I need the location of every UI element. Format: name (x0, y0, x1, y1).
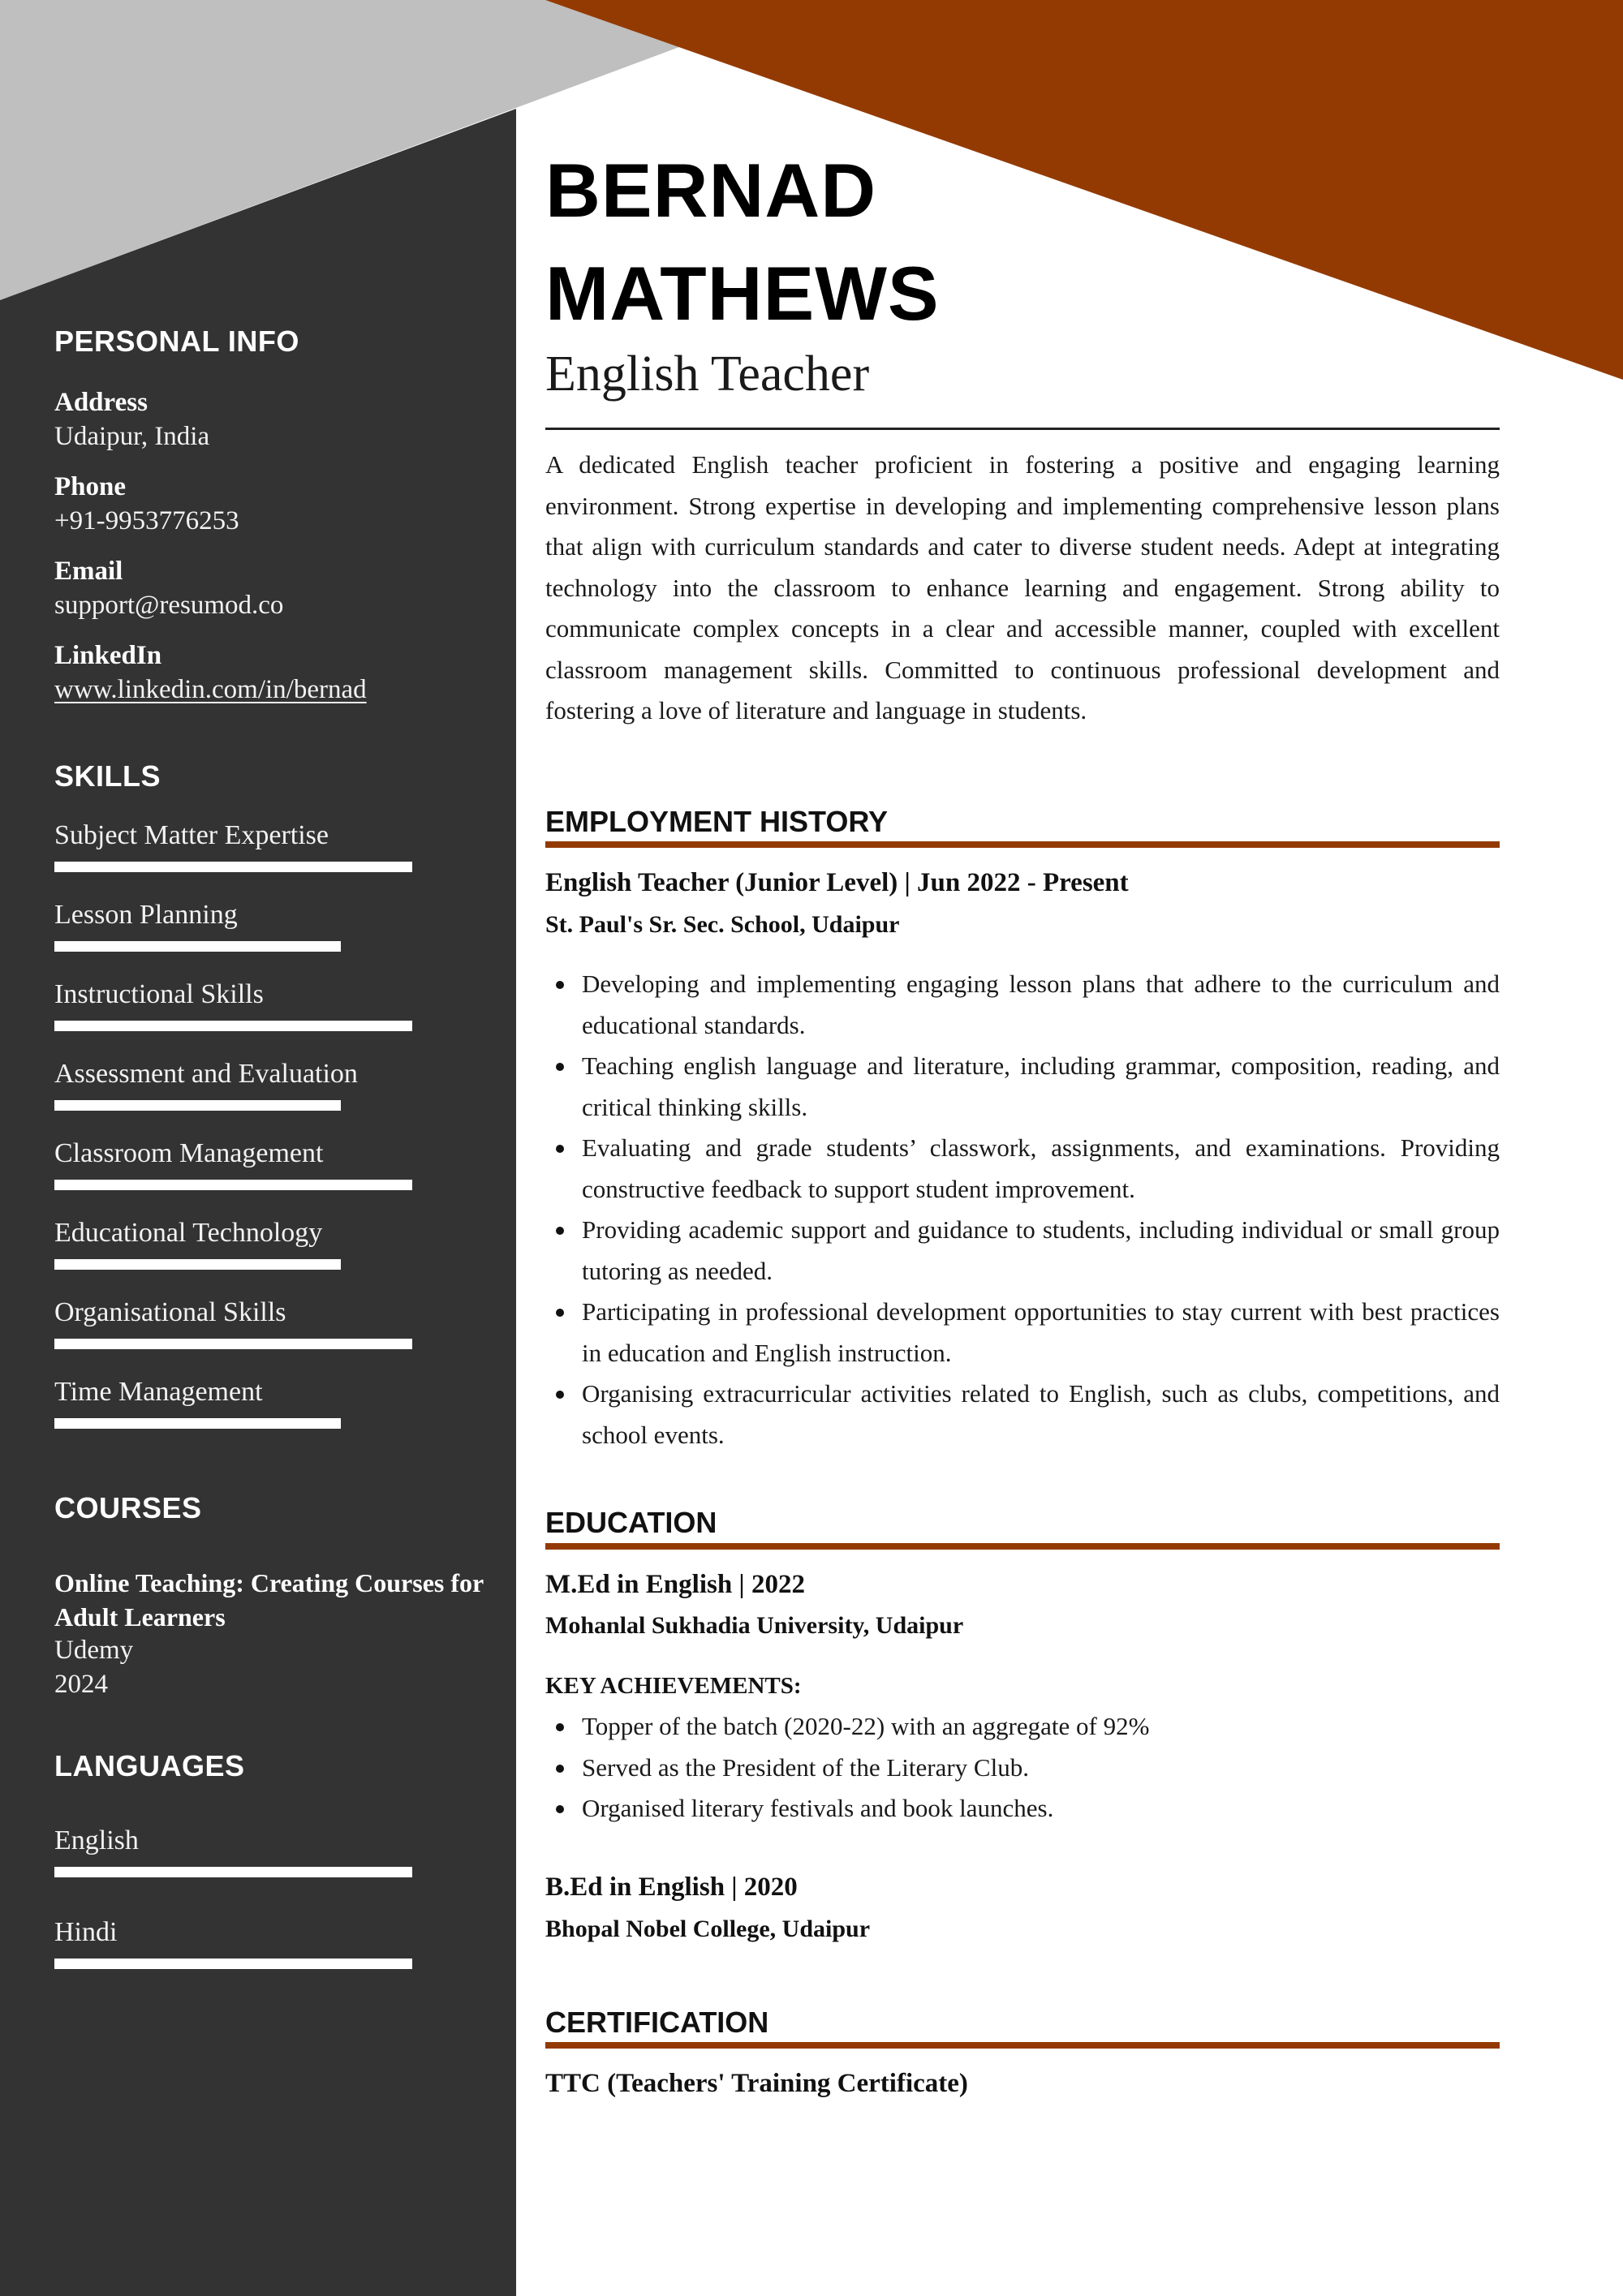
list-item: Organising extracurricular activities related to English, such as clubs, competitions, and school events. (582, 1374, 1500, 1455)
key-achievements-heading: KEY ACHIEVEMENTS: (545, 1673, 802, 1699)
course-provider: Udemy (54, 1636, 134, 1665)
employment-divider (545, 841, 1500, 848)
language-name: Hindi (54, 1917, 118, 1947)
list-item: Developing and implementing engaging lesson plans that adhere to the curriculum and educational standards. (582, 964, 1500, 1046)
education-degree: B.Ed in English | 2020 (545, 1872, 798, 1902)
language-level-bar (54, 1867, 412, 1877)
skill-level-bar (54, 1259, 341, 1270)
skill-item (54, 1137, 460, 1202)
skill-name: Time Management (54, 1377, 263, 1407)
skill-level-bar (54, 1418, 341, 1429)
skill-level-bar (54, 1100, 341, 1111)
skill-item (54, 1296, 460, 1361)
employment-heading: EMPLOYMENT HISTORY (545, 805, 889, 838)
job-title: English Teacher (545, 346, 870, 402)
linkedin-label: LinkedIn (54, 641, 162, 670)
skill-level-bar (54, 862, 412, 872)
skill-item (54, 1058, 460, 1123)
job-entry-organization: St. Paul's Sr. Sec. School, Udaipur (545, 911, 900, 938)
skill-level-bar (54, 941, 341, 952)
skill-name: Instructional Skills (54, 979, 264, 1009)
list-item: Participating in professional development opportunities to stay current with best practices in education and English instruction. (582, 1292, 1500, 1374)
phone-value: +91-9953776253 (54, 506, 239, 535)
list-item: Evaluating and grade students’ classwork, assignments, and examinations. Providing constructive feedback to support student improvement. (582, 1128, 1500, 1210)
skill-level-bar (54, 1180, 412, 1190)
skill-level-bar (54, 1339, 412, 1349)
skill-name: Classroom Management (54, 1138, 324, 1168)
name-last: MATHEWS (545, 251, 940, 336)
skill-name: Educational Technology (54, 1218, 323, 1248)
list-item: Providing academic support and guidance to students, including individual or small group tutoring as needed. (582, 1210, 1500, 1292)
skill-level-bar (54, 1021, 412, 1031)
education-institution: Mohanlal Sukhadia University, Udaipur (545, 1612, 964, 1639)
address-value: Udaipur, India (54, 422, 210, 451)
skills-heading: SKILLS (54, 759, 161, 793)
job-entry-title: English Teacher (Junior Level) | Jun 2022 - Present (545, 868, 1129, 897)
skill-item (54, 1376, 460, 1441)
linkedin-link[interactable]: www.linkedin.com/in/bernad (54, 675, 367, 704)
achievements-list (545, 1706, 1500, 1829)
education-divider (545, 1543, 1500, 1550)
skill-item (54, 1217, 460, 1282)
list-item: Organised literary festivals and book launches. (582, 1788, 1500, 1829)
skill-item (54, 819, 460, 884)
skill-name: Lesson Planning (54, 900, 238, 930)
language-item (54, 1825, 460, 1890)
languages-heading: LANGUAGES (54, 1749, 245, 1782)
email-value[interactable]: support@resumod.co (54, 591, 284, 620)
phone-label: Phone (54, 472, 127, 501)
certification-heading: CERTIFICATION (545, 2006, 769, 2039)
skill-item (54, 899, 460, 964)
course-year: 2024 (54, 1670, 108, 1699)
education-heading: EDUCATION (545, 1506, 717, 1539)
language-name: English (54, 1825, 139, 1855)
certification-item: TTC (Teachers' Training Certificate) (545, 2069, 968, 2098)
profile-summary: A dedicated English teacher proficient in fostering a positive and engaging learning environment. Strong expertise in developing and implementing comprehensive lesson plans that align with curriculum standards and cater to diverse student needs. Adept at integrating technology into the classroom to enhance learning and engagement. Strong ability to communicate complex concepts in a clear and accessible manner, coupled with excellent classroom management skills. Committed to continuous professional development and fostering a love of literature and language in students. (545, 450, 1500, 724)
skill-name: Assessment and Evaluation (54, 1059, 358, 1089)
email-label: Email (54, 557, 123, 586)
courses-heading: COURSES (54, 1491, 202, 1524)
name-first: BERNAD (545, 148, 877, 233)
list-item: Served as the President of the Literary Club. (582, 1748, 1500, 1789)
language-item (54, 1916, 460, 1981)
education-degree: M.Ed in English | 2022 (545, 1570, 805, 1599)
certification-divider (545, 2042, 1500, 2049)
course-title: Online Teaching: Creating Courses for Adult Learners (54, 1568, 484, 1632)
personal-info-heading: PERSONAL INFO (54, 325, 299, 358)
skill-name: Subject Matter Expertise (54, 820, 329, 850)
job-responsibilities (545, 964, 1500, 1455)
list-item: Teaching english language and literature, including grammar, composition, reading, and critical thinking skills. (582, 1046, 1500, 1128)
language-level-bar (54, 1958, 412, 1969)
address-label: Address (54, 388, 148, 417)
skill-item (54, 978, 460, 1043)
skill-name: Organisational Skills (54, 1297, 286, 1327)
list-item: Topper of the batch (2020-22) with an aggregate of 92% (582, 1706, 1500, 1748)
education-institution: Bhopal Nobel College, Udaipur (545, 1915, 871, 1942)
header-divider (545, 428, 1500, 430)
